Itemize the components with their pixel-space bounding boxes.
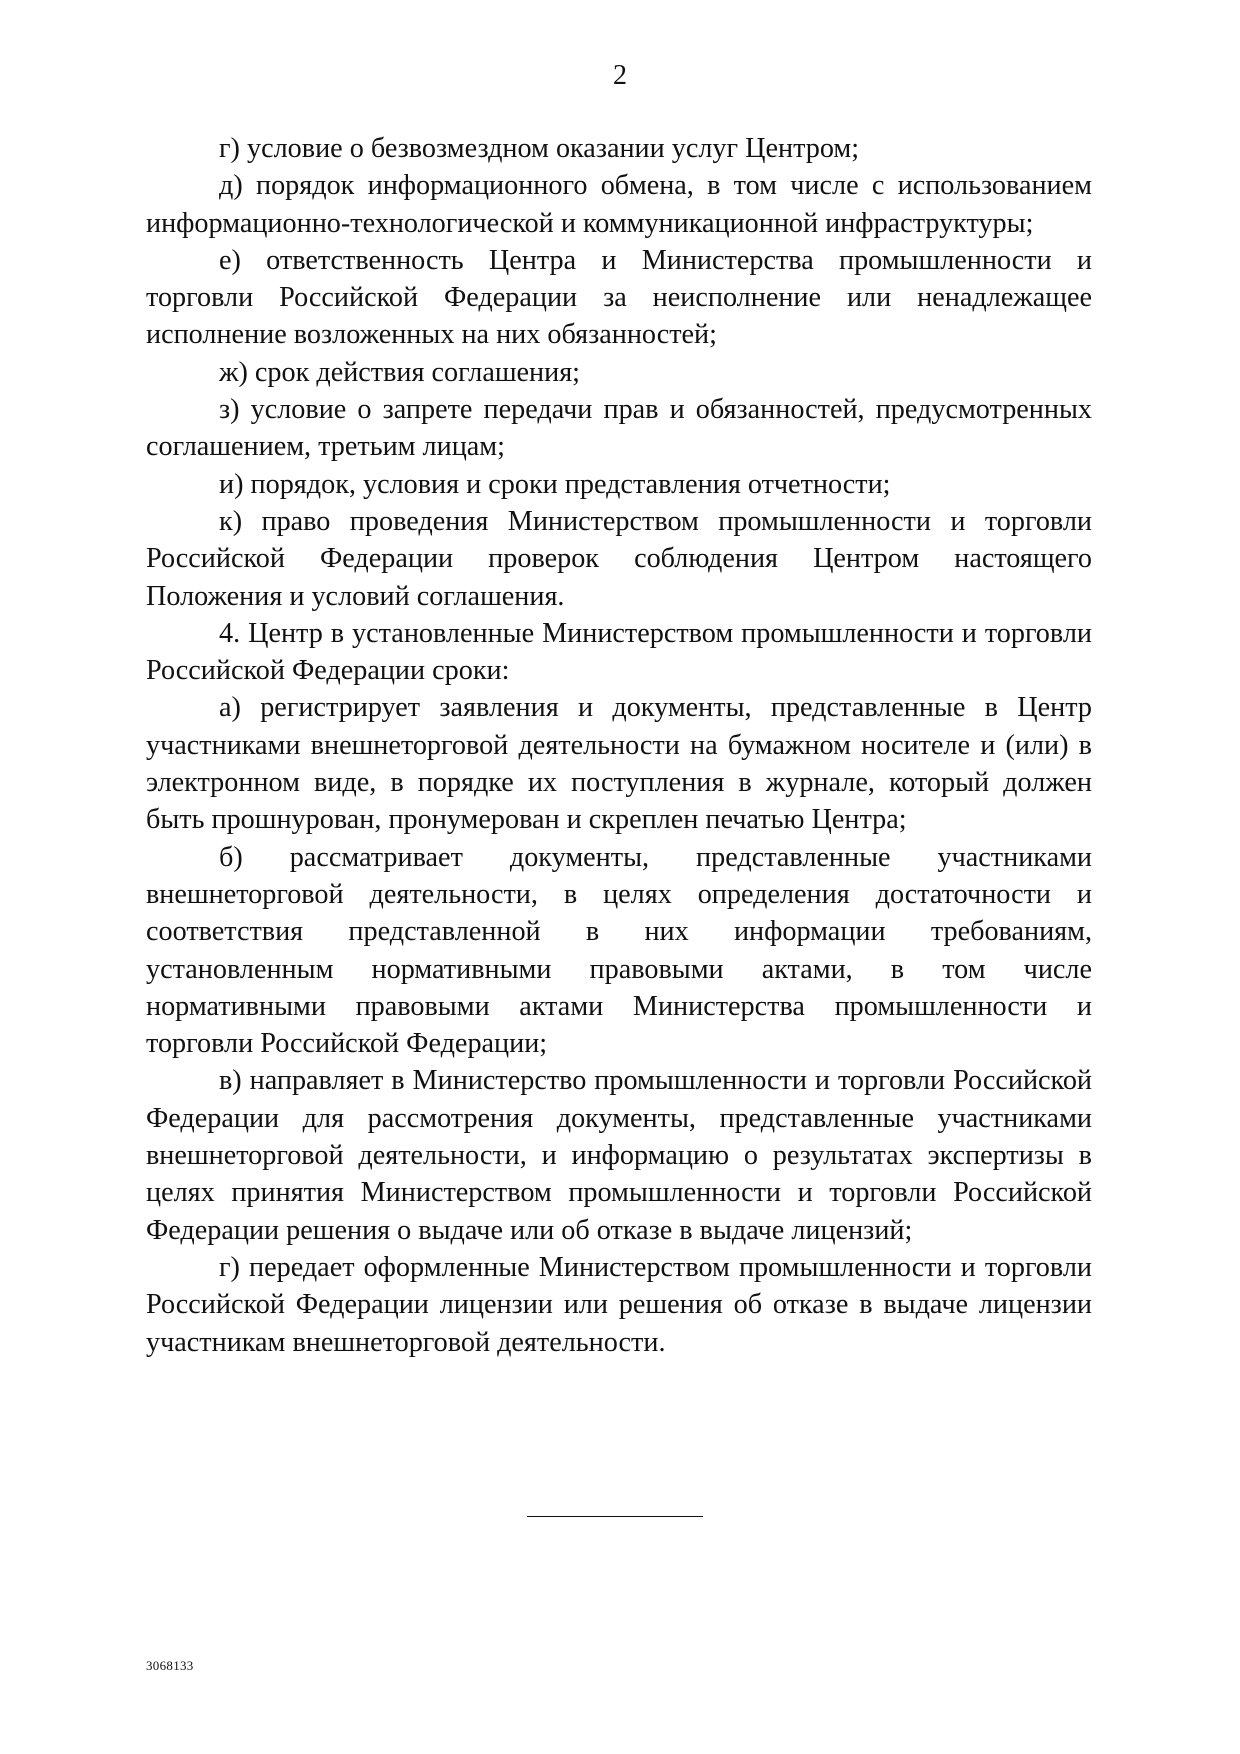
paragraph-item-g-gratuitous-services: г) условие о безвозмездном оказании услуг Центром; — [219, 133, 860, 164]
paragraph-item-k-inspections: к) право проведения Министерством промышленности и торговли Российской Федерации проверок соблюдения Центром настоящего Положения и условий соглашения. — [146, 505, 1092, 612]
paragraph-item-zh-agreement-term: ж) срок действия соглашения; — [219, 356, 581, 388]
paragraph-item-v-forwards: в) направляет в Министерство промышленности и торговли Российской Федерации для рассмотрения документы, представленные участниками внешнеторговой деятельности, и информацию о результатах экспертизы в целях принятия Министерством промышленности и торговли Российской Федерации решения о выдаче или об отказе в выдаче лицензий; — [146, 1065, 1092, 1246]
paragraph-item-i-reporting: и) порядок, условия и сроки представления отчетности; — [219, 468, 891, 500]
paragraph-item-g-transfers-licenses: г) передает оформленные Министерством промышленности и торговли Российской Федерации лицензии или решения об отказе в выдаче лицензии участникам внешнеторговой деятельности. — [146, 1251, 1092, 1358]
page-number: 2 — [613, 60, 627, 91]
paragraph-item-a-registers: а) регистрирует заявления и документы, представленные в Центр участниками внешнеторговой деятельности на бумажном носителе и (или) в электронном виде, в порядке их поступления в журнале, который должен быть прошнурован, пронумерован и скреплен печатью Центра; — [146, 692, 1092, 836]
paragraph-item-z-transfer-prohibition: з) условие о запрете передачи прав и обязанностей, предусмотренных соглашением, третьим лицам; — [146, 394, 1092, 463]
document-body — [146, 130, 1092, 1361]
document-code: 3068133 — [146, 1658, 194, 1673]
end-of-text-divider — [527, 1516, 703, 1517]
paragraph-item-e-responsibility: е) ответственность Центра и Министерства промышленности и торговли Российской Федерации за неисполнение или ненадлежащее исполнение возложенных на них обязанностей; — [146, 244, 1092, 351]
paragraph-item-b-reviews: б) рассматривает документы, представленные участниками внешнеторговой деятельности, в целях определения достаточности и соответствия представленной в них информации требованиям, установленным нормативными правовыми актами, в том числе нормативными правовыми актами Министерства промышленности и торговли Российской Федерации; — [146, 841, 1092, 1060]
paragraph-section-4-header: 4. Центр в установленные Министерством промышленности и торговли Российской Федерации сроки: — [146, 617, 1092, 687]
paragraph-item-d-information-exchange: д) порядок информационного обмена, в том числе с использованием информационно-технологической и коммуникационной инфраструктуры; — [146, 170, 1092, 239]
